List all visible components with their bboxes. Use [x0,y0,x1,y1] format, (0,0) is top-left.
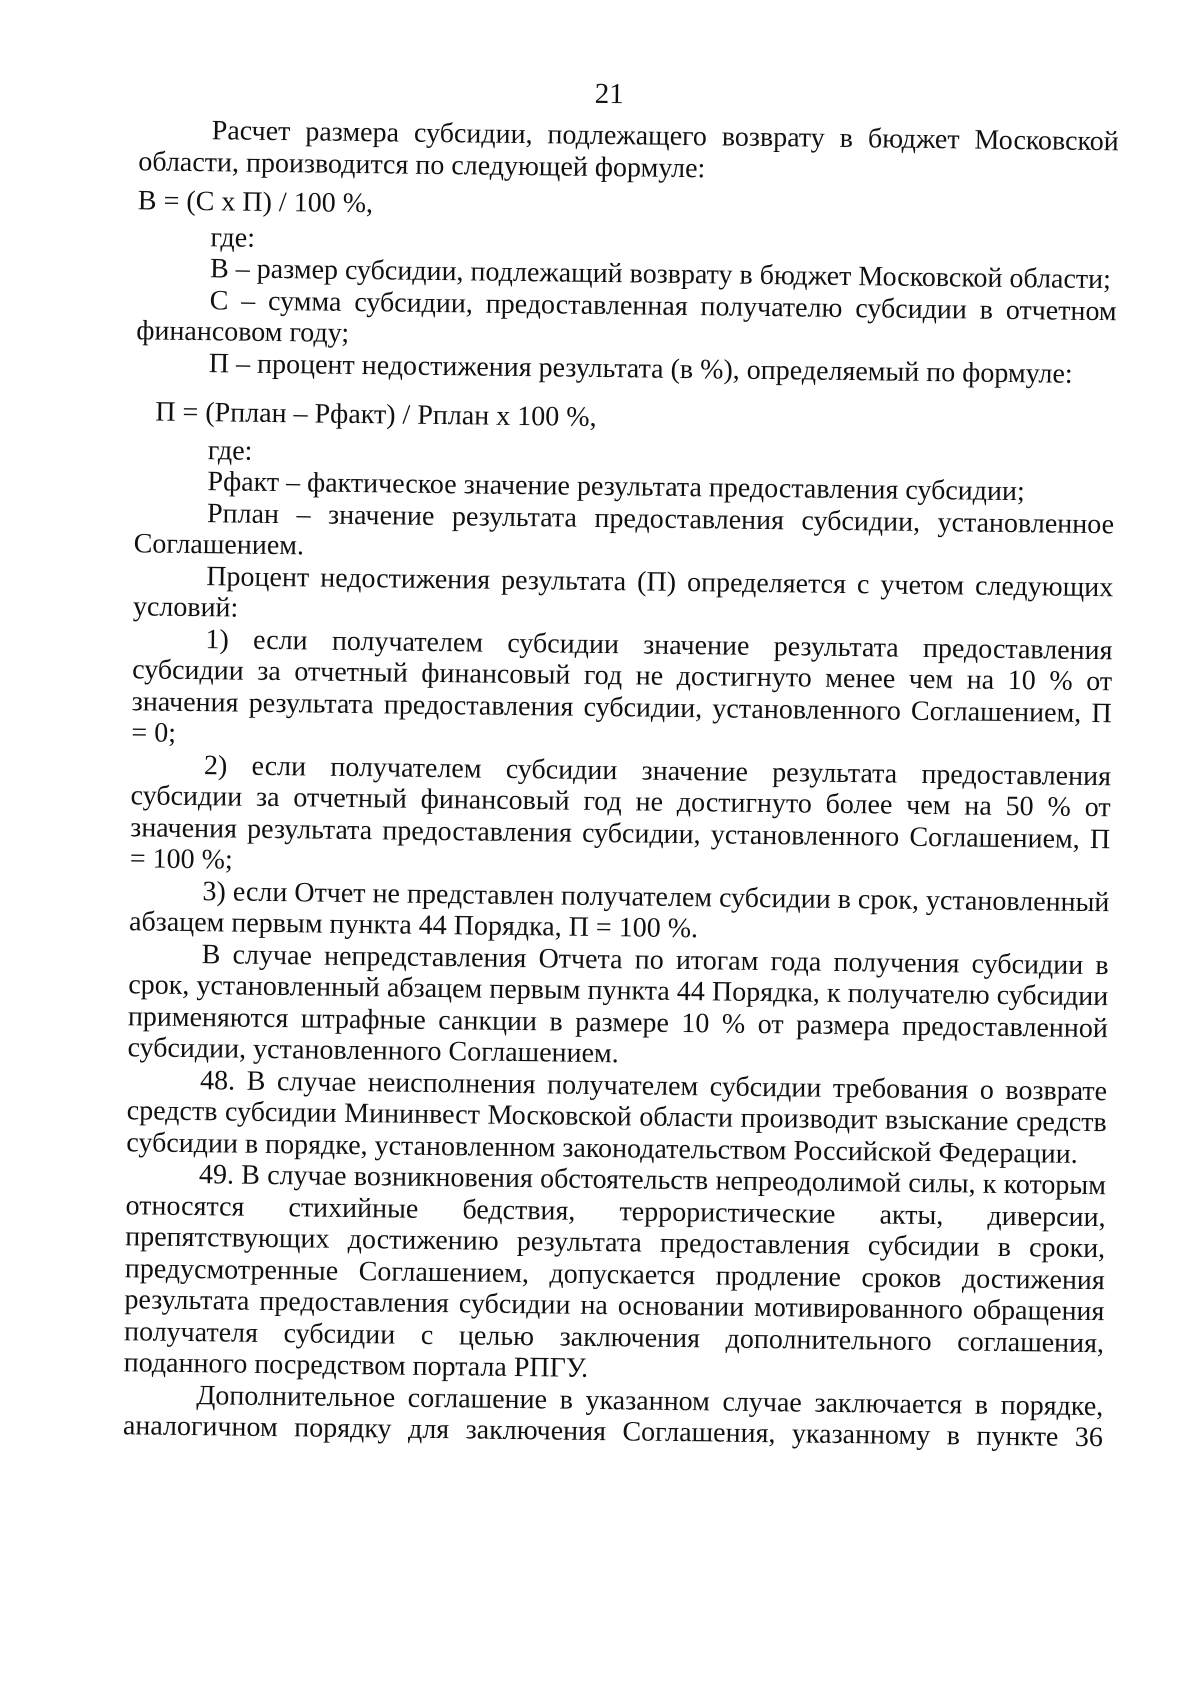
paragraph-penalty: В случае непредставления Отчета по итогам года получения субсидии в срок, установленный абзацем первым пункта 44 Порядка, к получателю субсидии применяются штрафные санкции в размере 10 % от размера предоставленной субсидии, установленного Соглашением. [127,938,1109,1070]
definition-b: В – размер субсидии, подлежащий возврату в бюджет Московской области; [209,253,1112,296]
definition-c: С – сумма субсидии, предоставленная получателю субсидии в отчетном финансовом году; [136,284,1117,349]
where-label: где: [207,434,253,467]
formula-percent: П = (Рплан – Рфакт) / Рплан х 100 %, [155,396,597,433]
condition-1: 1) если получателем субсидии значение результата предоставления субсидии за отчетный финансовый год не достигнуто менее чем на 10 % от значения результата предоставления субсидии, установленного Соглашением, П = 0; [131,623,1113,749]
definition-rplan: Рплан – значение результата предоставления субсидии, установленное Соглашением. [133,497,1115,562]
document-body [123,114,1119,1453]
paragraph-addendum: Дополнительное соглашение в указанном случае заключается в порядке, аналогичном порядку для заключения Соглашения, указанному в пункте 36 [122,1379,1104,1454]
clause-48: 48. В случае неисполнения получателем субсидии требования о возврате средств субсидии Мининвест Московской области производит взыскание средств субсидии в порядке, установленном законодательством Российской Федерации. [126,1064,1108,1170]
where-label: где: [210,221,256,254]
clause-49: 49. В случае возникновения обстоятельств непреодолимой силы, к которым относятся стихийные бедствия, террористические акты, диверсии, препятствующих достижению результата предоставления субсидии в сроки, предусмотренные Соглашением, допускается продление сроков достижения результата предоставления субсидии на основании мотивированного обращения получателя субсидии с целью заключения дополнительного соглашения, поданного посредством портала РПГУ. [123,1159,1107,1384]
paragraph-calculation-intro: Расчет размера субсидии, подлежащего возврату в бюджет Московской области, производится по следующей формуле: [138,115,1119,184]
definition-rfact: Рфакт – фактическое значение результата предоставления субсидии; [207,466,1025,508]
formula-refund: В = (С х П) / 100 %, [137,185,374,220]
definition-p: П – процент недостижения результата (в %), определяемый по формуле: [208,347,1073,390]
condition-3: 3) если Отчет не представлен получателем субсидии в срок, установленный абзацем первым пункта 44 Порядка, П = 100 %. [128,875,1110,945]
condition-2: 2) если получателем субсидии значение результата предоставления субсидии за отчетный финансовый год не достигнуто более чем на 50 % от значения результата предоставления субсидии, установленного Соглашением, П = 100 %; [129,749,1112,876]
conditions-intro: Процент недостижения результата (П) определяется с учетом следующих условий: [132,560,1114,624]
page-number: 21 [594,77,624,111]
